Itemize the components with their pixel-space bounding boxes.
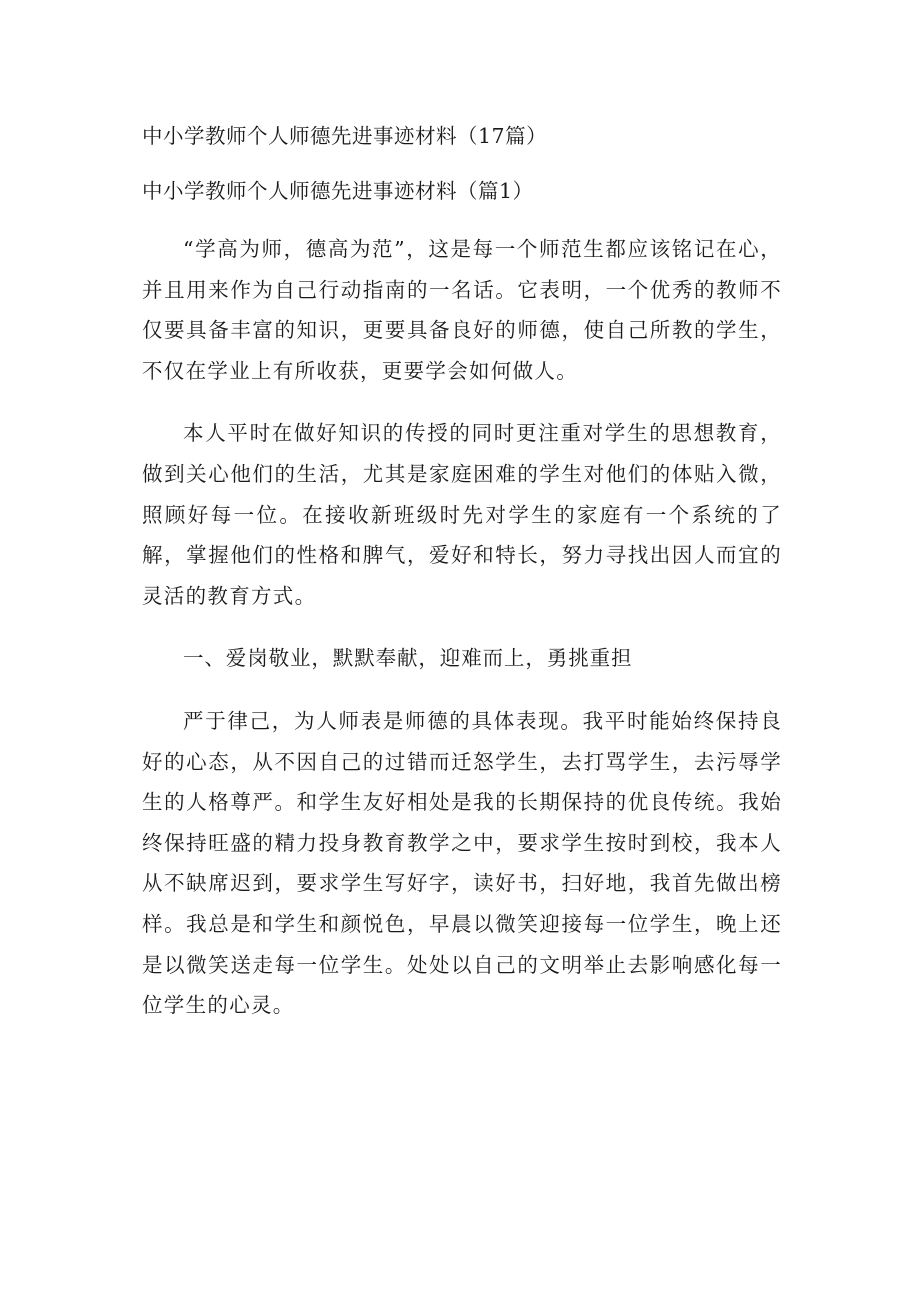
document-subtitle: 中小学教师个人师德先进事迹材料（篇1） [142,179,534,203]
document-body [142,118,782,1048]
paragraph-intro: “学高为师，德高为范”，这是每一个师范生都应该铭记在心，并且用来作为自己行动指南的一名话。它表明，一个优秀的教师不仅要具备丰富的知识，更要具备良好的师德，使自己所教的学生，不仅在学业上有所收获，更要学会如何做人。 [142,237,782,383]
paragraph-care: 本人平时在做好知识的传授的同时更注重对学生的思想教育，做到关心他们的生活，尤其是家庭困难的学生对他们的体贴入微，照顾好每一位。在接收新班级时先对学生的家庭有一个系统的了解，掌握他们的性格和脾气，爱好和特长，努力寻找出因人而宜的灵活的教育方式。 [142,421,782,608]
section-heading: 一、爱岗敬业，默默奉献，迎难而上，勇挑重担 [183,646,633,671]
paragraph-discipline: 严于律己，为人师表是师德的具体表现。我平时能始终保持良好的心态，从不因自己的过错而迁怒学生，去打骂学生，去污辱学生的人格尊严。和学生友好相处是我的长期保持的优良传统。我始终保持旺盛的精力投身教育教学之中，要求学生按时到校，我本人从不缺席迟到，要求学生写好字，读好书，扫好地，我首先做出榜样。我总是和学生和颜悦色，早晨以微笑迎接每一位学生，晚上还是以微笑送走每一位学生。处处以自己的文明举止去影响感化每一位学生的心灵。 [142,708,782,1018]
document-title: 中小学教师个人师德先进事迹材料（17篇） [142,124,548,148]
